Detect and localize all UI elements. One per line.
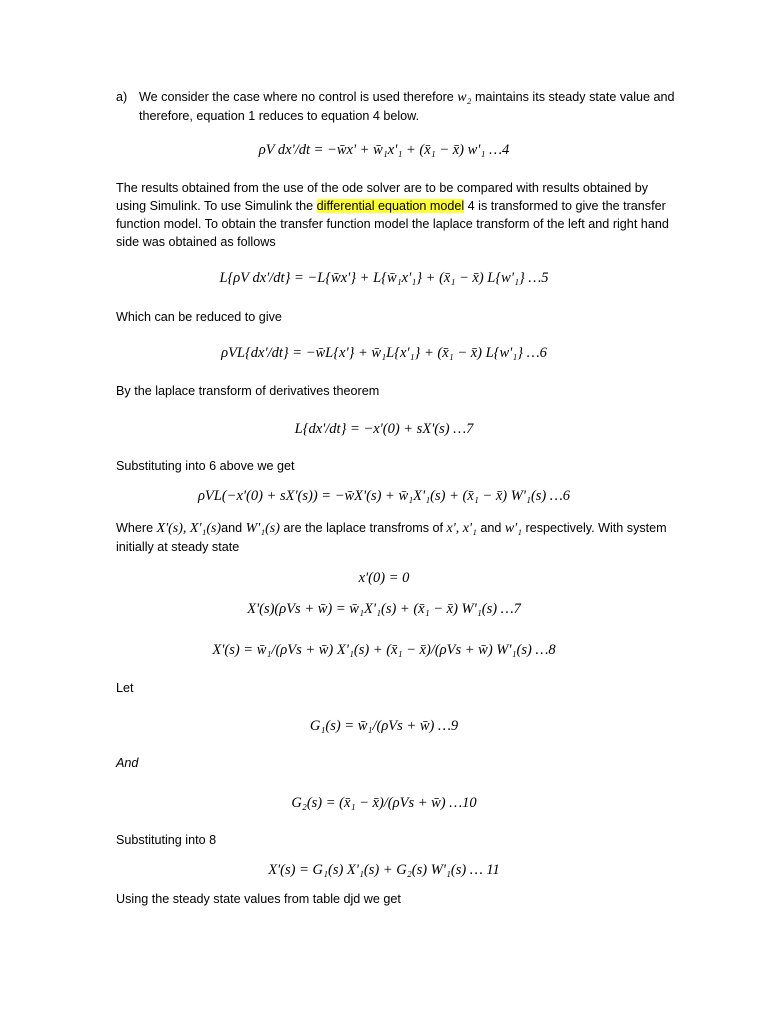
math-inline: W'₁(s) <box>245 521 280 536</box>
initial-condition: x'(0) = 0 <box>358 570 410 586</box>
equation-5: L{ρV dx'/dt} = −L{w̄x'} + L{w̄₁x'₁} + (x̄₁ − x̄) L{w'₁} …5 <box>219 270 549 286</box>
equation-8: X'(s) = w̄₁/(ρVs + w̄) X'₁(s) + (x̄₁ − x̄)/(ρVs + w̄) W'₁(s) …8 <box>212 642 556 658</box>
math-inline: X'(s), X'₁(s) <box>156 521 222 536</box>
paragraph-and: And <box>116 756 139 770</box>
text-fragment: We consider the case where no control is used therefore <box>139 90 458 104</box>
math-inline-w2: w₂ <box>457 90 472 105</box>
text-fragment: respectively. With system initially at steady state <box>116 521 667 554</box>
highlighted-text: differential equation model <box>316 199 465 213</box>
text-fragment: Where <box>116 521 157 535</box>
equation-6b: ρVL(−x'(0) + sX'(s)) = −w̄X'(s) + w̄₁X'₁(s) + (x̄₁ − x̄) W'₁(s) …6 <box>197 488 571 504</box>
equation-7a: L{dx'/dt} = −x'(0) + sX'(s) …7 <box>294 421 474 437</box>
equation-4: ρV dx'/dt = −w̄x' + w̄₁x'₁ + (x̄₁ − x̄) w'₁ …4 <box>258 142 510 158</box>
paragraph-let: Let <box>116 681 134 695</box>
equation-6a: ρVL{dx'/dt} = −w̄L{x'} + w̄₁L{x'₁} + (x̄₁ − x̄) L{w'₁} …6 <box>221 345 547 361</box>
paragraph-using: Using the steady state values from table djd we get <box>116 892 401 906</box>
paragraph-where <box>116 519 676 556</box>
paragraph-simulink <box>116 179 676 251</box>
equation-9: G₁(s) = w̄₁/(ρVs + w̄) …9 <box>309 718 459 734</box>
text-fragment: and <box>221 521 246 535</box>
text-fragment: 4 is transformed to give the transfer function model. To obtain the transfer function model the laplace transform of the left and right hand side was obtained as follows <box>116 199 669 249</box>
math-inline: w'₁ <box>504 521 523 536</box>
text-fragment: are the laplace transfroms of <box>279 521 447 535</box>
equation-10: G₂(s) = (x̄₁ − x̄)/(ρVs + w̄) …10 <box>291 795 477 811</box>
equation-11: X'(s) = G₁(s) X'₁(s) + G₂(s) W'₁(s) … 11 <box>268 862 500 878</box>
paragraph-theorem: By the laplace transform of derivatives theorem <box>116 384 380 398</box>
equation-7b: X'(s)(ρVs + w̄) = w̄₁X'₁(s) + (x̄₁ − x̄) W'₁(s) …7 <box>247 601 521 617</box>
paragraph-reduced: Which can be reduced to give <box>116 310 282 324</box>
text-fragment: The results obtained from the use of the ode solver are to be compared with results obtained by using Simulink. To use Simulink the <box>116 181 649 213</box>
math-inline: x', x'₁ <box>446 521 477 536</box>
list-marker: a) <box>116 90 128 104</box>
paragraph-substituting-6: Substituting into 6 above we get <box>116 459 295 473</box>
text-fragment: and <box>476 521 505 535</box>
text-fragment: maintains its steady state value and therefore, equation 1 reduces to equation 4 below. <box>139 90 675 123</box>
paragraph-substituting-8: Substituting into 8 <box>116 833 217 847</box>
list-item-text <box>139 88 679 125</box>
